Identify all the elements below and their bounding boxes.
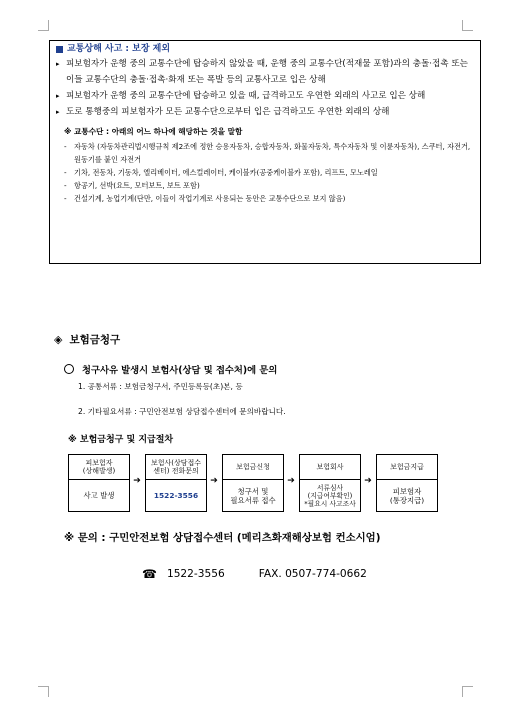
exclusions-box [49,40,481,264]
other-documents-line: 2. 기타필요서류 : 구민안전보험 상담접수센터에 문의바랍니다. [78,407,286,416]
transport-item: - 기차, 전동차, 기동차, 엘리베이터, 에스컬레이터, 케이블카(공중케이블카 포함), 리프트, 모노레일 [64,168,378,177]
phone-number: 1522-3556 [166,568,225,580]
arrow-right-icon: ➔ [210,476,218,486]
flow-step-body: 피보험자 (통장지급) [389,486,425,505]
claim-section-heading: ◈ 보험금청구 [54,333,121,346]
flow-step-box [68,454,130,512]
transport-item: - 건설기계, 농업기계(단만, 이들이 작업기계로 사용되는 동안은 교통수단으로 보지 않음) [64,194,346,203]
flow-step-header: 보험금신청 [223,455,283,480]
flow-step-box [222,454,284,512]
arrow-right-icon: ➔ [364,476,372,486]
crop-mark-bottom-left [38,686,49,697]
crop-mark-top-right [462,20,473,31]
flow-step-body: 청구서 및 필요서류 접수 [230,486,276,505]
circle-bullet-icon [64,364,74,374]
exclusion-bullet: ▸ 피보험자가 운행 중의 교통수단에 탑승하지 않았을 때, 운행 중의 교통수단(적재물 포함)과의 충돌·접촉 또는 이들 교통수단의 충돌·접촉·화재 또는 폭발 등의 교통사고로 입은 상해 [56,56,474,88]
transport-item: - 자동차 (자동차관리법시행규칙 제2조에 정한 승용자동차, 승합자동차, 화물자동차, 특수자동차 및 이륜자동차), 스쿠터, 자전거, 원동기를 붙인 자전거 [64,142,471,164]
triangle-bullet-icon: ▸ [56,92,60,100]
flow-step-box [299,454,361,512]
inquiry-line: ※ 문의 : 구민안전보험 상담접수센터 (메리츠화재해상보험 컨소시엄) [64,532,381,544]
claim-flow [68,454,442,514]
arrow-right-icon: ➔ [287,476,295,486]
triangle-bullet-icon: ▸ [56,108,60,116]
exclusion-bullet: ▸ 도로 통행중의 피보험자가 모든 교통수단으로부터 입은 급격하고도 우연한 외래의 상해 [56,104,474,120]
crop-mark-bottom-right [462,686,473,697]
exclusion-bullet: ▸ 피보험자가 운행 중의 교통수단에 탑승하고 있을 때, 급격하고도 우연한 외래의 사고로 입은 상해 [56,88,474,104]
flow-step-header: 보험사(상담접수 센터) 전화문의 [146,455,206,480]
triangle-bullet-icon: ▸ [56,60,60,68]
transport-item: - 항공기, 선박(요트, 모터보트, 보트 포함) [64,181,200,190]
transport-note: ※ 교통수단 : 아래의 어느 하나에 해당하는 것을 말함 [64,127,243,136]
flow-step-body: 사고 발생 [83,491,115,500]
flow-step-body: 1522-3556 [153,491,199,500]
flow-step-box [376,454,438,512]
exclusions-title: 교통상해 사고 : 보장 제외 [56,43,474,56]
flow-step-header: 피보험자 (상해발생) [69,455,129,480]
crop-mark-top-left [38,20,49,31]
diamond-icon: ◈ [54,333,63,346]
process-title: ※ 보험금청구 및 지급절차 [68,435,174,445]
contact-line [142,567,367,581]
flow-step-header: 보험회사 [300,455,360,480]
arrow-right-icon: ➔ [133,476,141,486]
flow-step-header: 보험금지급 [377,455,437,480]
claim-step-heading: 청구사유 발생시 보험사(상담 및 접수처)에 문의 [64,362,277,376]
common-documents-line: 1. 공통서류 : 보험금청구서, 주민등록등(초)본, 등 [78,382,243,391]
fax-number: FAX. 0507-774-0662 [258,568,367,580]
flow-step-body: 서류심사 (지급여부확인) *필요시 사고조사 [304,483,356,508]
flow-step-box [145,454,207,512]
phone-icon: ☎ [142,567,157,581]
blue-square-icon [56,46,63,53]
